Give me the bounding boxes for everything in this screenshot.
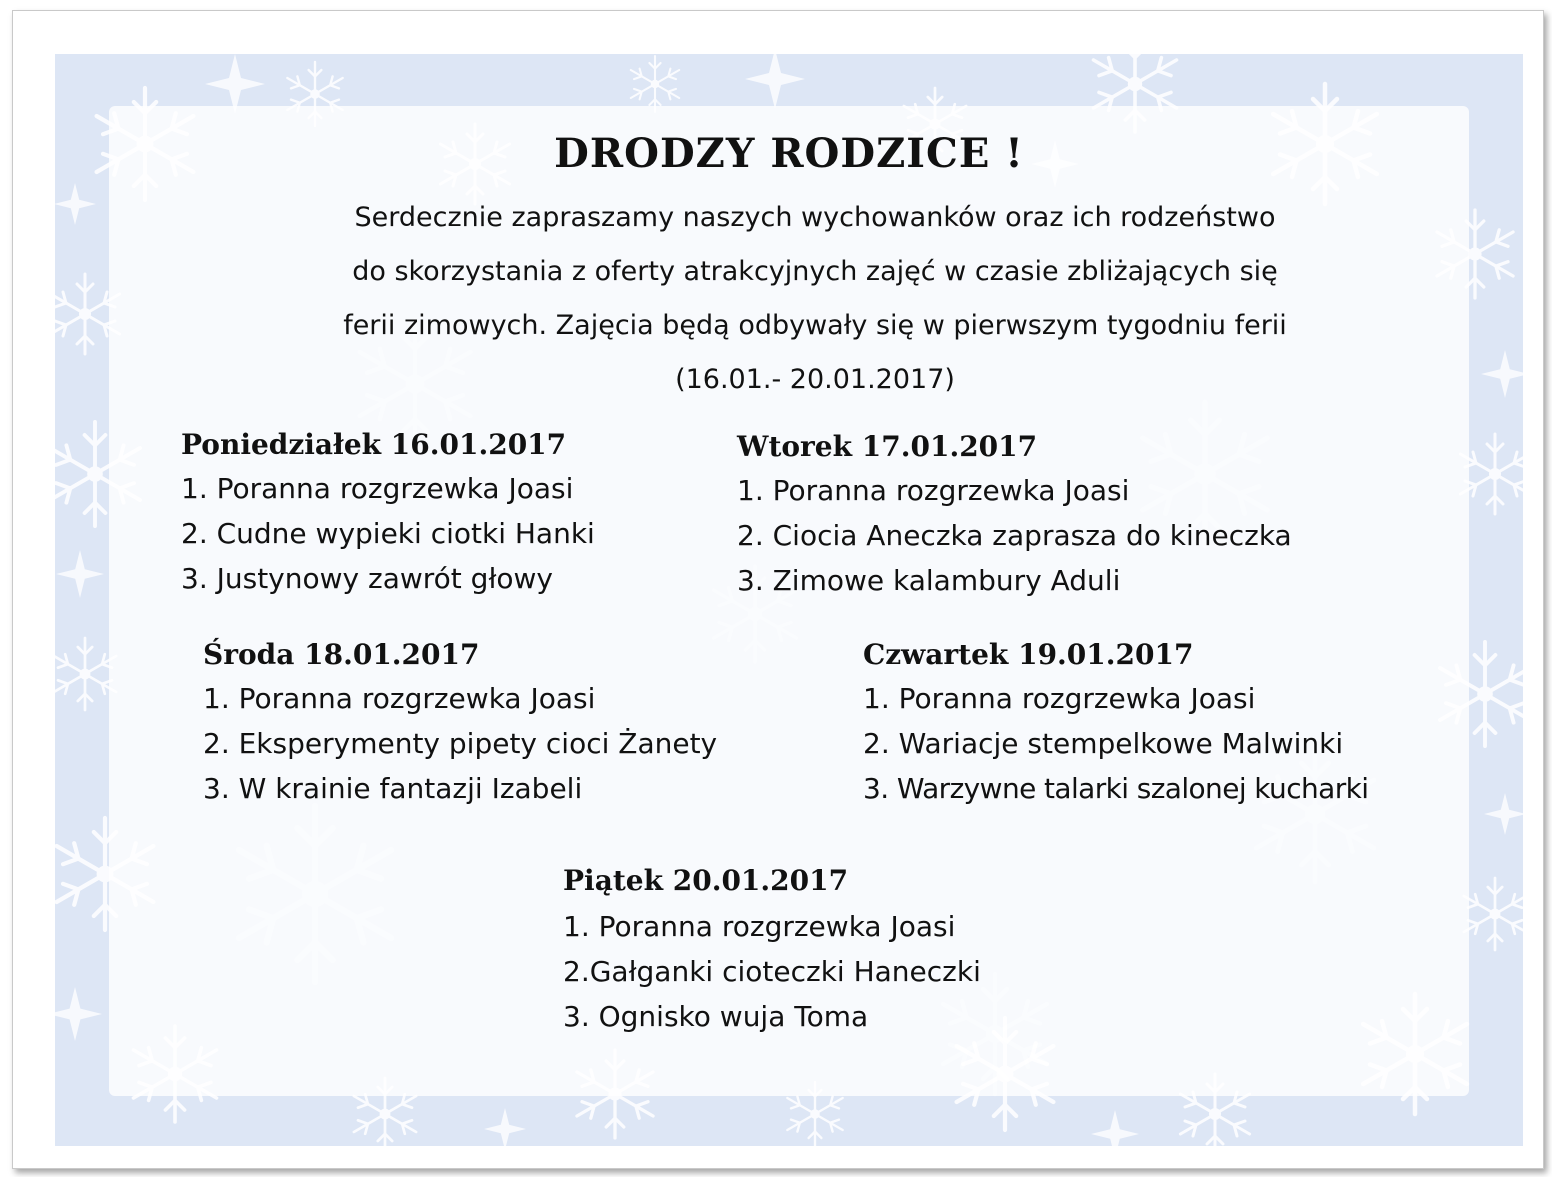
intro-line-4: (16.01.- 20.01.2017) — [675, 364, 955, 395]
intro-line-3: ferii zimowych. Zajęcia będą odbywały się w pierwszym tygodniu ferii — [343, 310, 1287, 341]
activity-item: 1. Poranna rozgrzewka Joasi — [863, 682, 1256, 715]
activity-item: 3. Ognisko wuja Toma — [563, 1000, 869, 1033]
day-heading: Środa 18.01.2017 — [203, 638, 480, 671]
activity-item: 3. W krainie fantazji Izabeli — [203, 772, 583, 805]
activity-item: 2. Eksperymenty pipety cioci Żanety — [203, 727, 718, 760]
day-heading: Piątek 20.01.2017 — [563, 864, 849, 897]
activity-item: 3. Warzywne talarki szalonej kucharki — [863, 772, 1369, 805]
page-frame — [12, 10, 1544, 1169]
content-panel — [109, 106, 1469, 1096]
page-title: DRODZY RODZICE ! — [554, 130, 1024, 177]
day-heading: Wtorek 17.01.2017 — [737, 430, 1038, 463]
activity-item: 2. Ciocia Aneczka zaprasza do kineczka — [737, 519, 1292, 552]
day-heading: Poniedziałek 16.01.2017 — [181, 428, 567, 461]
intro-line-2: do skorzystania z oferty atrakcyjnych zajęć w czasie zbliżających się — [352, 256, 1278, 287]
activity-item: 2. Cudne wypieki ciotki Hanki — [181, 517, 595, 550]
activity-item: 1. Poranna rozgrzewka Joasi — [737, 474, 1130, 507]
intro-line-1: Serdecznie zapraszamy naszych wychowanków oraz ich rodzeństwo — [354, 202, 1276, 233]
activity-item: 1. Poranna rozgrzewka Joasi — [181, 472, 574, 505]
activity-item: 1. Poranna rozgrzewka Joasi — [563, 910, 956, 943]
winter-flyer — [55, 54, 1523, 1146]
activity-item: 3. Zimowe kalambury Aduli — [737, 564, 1121, 597]
activity-item: 2. Wariacje stempelkowe Malwinki — [863, 727, 1344, 760]
activity-item: 3. Justynowy zawrót głowy — [181, 562, 553, 595]
activity-item: 2.Gałganki cioteczki Haneczki — [563, 955, 981, 988]
activity-item: 1. Poranna rozgrzewka Joasi — [203, 682, 596, 715]
day-heading: Czwartek 19.01.2017 — [863, 638, 1194, 671]
